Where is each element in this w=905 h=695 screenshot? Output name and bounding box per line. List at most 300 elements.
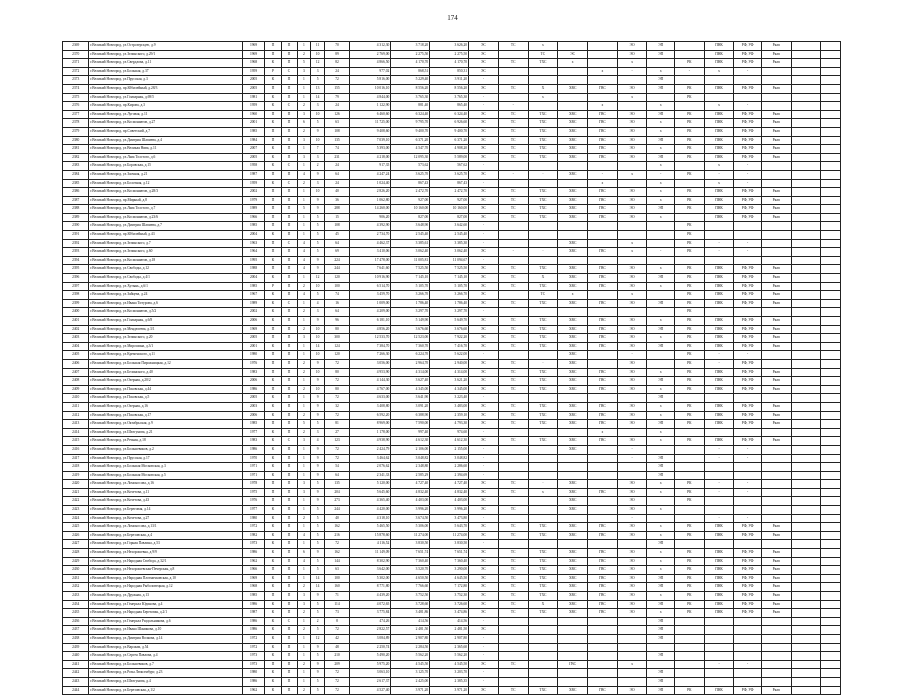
cell-floors: 2	[297, 660, 311, 669]
cell-heat: -	[469, 454, 499, 463]
cell-cw: ТХС	[528, 566, 558, 575]
cell-form	[791, 334, 821, 343]
cell-lift: х	[647, 317, 674, 326]
cell-hw: ТС	[498, 506, 528, 515]
cell-area_total: 3 063,10	[350, 669, 391, 678]
cell-sew: ХВС	[558, 110, 588, 119]
table-row	[63, 50, 841, 59]
cell-addr: г.Великий Новгород, ул.Народная Березовая, д.2/1	[89, 609, 242, 618]
cell-area_total: 5 465,50	[350, 523, 391, 532]
cell-form	[791, 626, 821, 635]
cell-roof: ПНК	[704, 145, 734, 154]
cell-fund	[734, 231, 761, 240]
cell-vent: РК	[674, 385, 704, 394]
cell-roof	[704, 93, 734, 102]
cell-flats: 64	[324, 170, 349, 179]
cell-heat: ЭС	[469, 626, 499, 635]
cell-area_live: 3 752,50	[391, 592, 430, 601]
cell-cw: ТХС	[528, 282, 558, 291]
cell-addr: г.Великий Новгород, ул.Большевиков, д.7	[89, 660, 242, 669]
cell-year: 1987	[242, 609, 265, 618]
cell-floors: 2	[297, 308, 311, 317]
cell-id: 2381	[63, 145, 89, 154]
cell-flats: 72	[324, 359, 349, 368]
cell-type: П	[281, 600, 297, 609]
cell-entrances: 5	[311, 677, 325, 686]
cell-area_flats: 3 830,50	[430, 540, 469, 549]
cell-wall: К	[265, 437, 281, 446]
cell-type: П	[281, 385, 297, 394]
cell-mgmt	[761, 162, 791, 171]
cell-form	[791, 110, 821, 119]
table-row	[63, 402, 841, 411]
cell-heat: -	[469, 677, 499, 686]
cell-lift: х	[647, 196, 674, 205]
cell-type: П	[281, 136, 297, 145]
cell-wall: К	[265, 549, 281, 558]
cell-heat: -	[469, 445, 499, 454]
cell-area_total: 4 527,40	[350, 686, 391, 695]
cell-area_total: 4 392,90	[350, 222, 391, 231]
cell-wall: К	[265, 377, 281, 386]
cell-type: П	[281, 274, 297, 283]
cell-year: 1980	[242, 351, 265, 360]
cell-addr: г.Великий Новгород, ул.Псковская, д.17	[89, 411, 242, 420]
cell-year: 1986	[242, 626, 265, 635]
cell-cw	[528, 351, 558, 360]
cell-year: 2005	[242, 153, 265, 162]
cell-hw: ТС	[498, 317, 528, 326]
cell-heat: -	[469, 514, 499, 523]
cell-hw	[498, 669, 528, 678]
cell-area_live: 12 523,00	[391, 334, 430, 343]
cell-cw	[528, 308, 558, 317]
cell-lift: х	[647, 531, 674, 540]
cell-vent: РК	[674, 600, 704, 609]
cell-wall: К	[265, 677, 281, 686]
cell-elec: ЭО	[617, 50, 647, 59]
cell-area_live: 5 306,00	[391, 523, 430, 532]
cell-cw	[528, 394, 558, 403]
cell-flats: 16	[324, 299, 349, 308]
cell-area_flats: 3 385,30	[430, 239, 469, 248]
table-row	[63, 308, 841, 317]
cell-fund	[734, 256, 761, 265]
cell-area_flats: 865,40	[430, 102, 469, 111]
cell-cw: ТХС	[528, 437, 558, 446]
cell-entrances: 10	[311, 325, 325, 334]
cell-id: 2408	[63, 377, 89, 386]
cell-entrances: 10	[311, 50, 325, 59]
cell-gas	[588, 471, 618, 480]
cell-gas: ГВС	[588, 342, 618, 351]
cell-roof: ПНК	[704, 299, 734, 308]
cell-roof	[704, 652, 734, 661]
cell-extra	[821, 334, 841, 343]
cell-roof: ПНК	[704, 402, 734, 411]
cell-floors: 3	[297, 600, 311, 609]
cell-wall: К	[265, 634, 281, 643]
cell-addr: г.Великий Новгород, ул.Народная Плотничковская, д.10	[89, 574, 242, 583]
table-row	[63, 428, 841, 437]
table-row	[63, 377, 841, 386]
cell-floors: 6	[297, 119, 311, 128]
cell-wall: П	[265, 566, 281, 575]
cell-addr: г.Великий Новгород, ул.Нехорошевская-Печерская, д.8	[89, 566, 242, 575]
cell-roof: ПНК	[704, 153, 734, 162]
cell-type: П	[281, 428, 297, 437]
cell-floors: 4	[297, 265, 311, 274]
cell-heat: ЭС	[469, 686, 499, 695]
cell-hw: ТС	[498, 402, 528, 411]
cell-area_flats: 3 048,82	[430, 454, 469, 463]
cell-lift: ЭП	[647, 205, 674, 214]
cell-flats: 72	[324, 677, 349, 686]
cell-id: 2375	[63, 93, 89, 102]
cell-hw	[498, 76, 528, 85]
cell-id: 2426	[63, 531, 89, 540]
cell-year: 2005	[242, 84, 265, 93]
cell-type: С	[281, 437, 297, 446]
cell-area_flats: 2 481,50	[430, 626, 469, 635]
cell-vent: РК	[674, 549, 704, 558]
cell-wall: К	[265, 428, 281, 437]
cell-roof	[704, 463, 734, 472]
cell-floors: 4	[297, 170, 311, 179]
cell-cw	[528, 231, 558, 240]
cell-id: 2413	[63, 420, 89, 429]
cell-heat: ЭС	[469, 84, 499, 93]
cell-elec: -	[617, 351, 647, 360]
cell-floors: 2	[297, 514, 311, 523]
cell-extra	[821, 299, 841, 308]
cell-elec: ЭО	[617, 531, 647, 540]
cell-roof: ПНК	[704, 549, 734, 558]
cell-form	[791, 368, 821, 377]
cell-addr: г.Великий Новгород, ул.Космонавтов, д.28/3	[89, 188, 242, 197]
cell-vent: РК	[674, 583, 704, 592]
table-row	[63, 506, 841, 515]
cell-gas: -	[588, 170, 618, 179]
cell-id: 2380	[63, 136, 89, 145]
cell-flats: 108	[324, 222, 349, 231]
cell-sew: ХВС	[558, 170, 588, 179]
cell-roof: х	[704, 102, 734, 111]
cell-area_flats: 2 940,00	[430, 359, 469, 368]
cell-flats: 15	[324, 213, 349, 222]
cell-elec: ЭО	[617, 282, 647, 291]
table-row	[63, 574, 841, 583]
cell-vent	[674, 179, 704, 188]
cell-entrances: 5	[311, 566, 325, 575]
cell-roof	[704, 394, 734, 403]
cell-addr: г.Великий Новгород, ул.Горная Павлина, д.53	[89, 540, 242, 549]
cell-floors: 1	[297, 402, 311, 411]
cell-extra	[821, 42, 841, 51]
cell-form	[791, 42, 821, 51]
cell-area_total: 977,02	[350, 67, 391, 76]
cell-form	[791, 256, 821, 265]
cell-heat: -	[469, 394, 499, 403]
cell-wall: К	[265, 342, 281, 351]
cell-area_live: 7 766,60	[391, 583, 430, 592]
cell-lift: х	[647, 437, 674, 446]
cell-entrances: 5	[311, 76, 325, 85]
cell-area_total: 1 062,80	[350, 196, 391, 205]
cell-entrances: 5	[311, 531, 325, 540]
cell-year: 1976	[242, 359, 265, 368]
cell-year: 1958	[242, 162, 265, 171]
cell-cw	[528, 643, 558, 652]
cell-gas: ГВС	[588, 402, 618, 411]
cell-cw: ТХС	[528, 583, 558, 592]
cell-lift: ЭП	[647, 377, 674, 386]
cell-form	[791, 454, 821, 463]
cell-hw	[498, 652, 528, 661]
cell-fund	[734, 540, 761, 549]
cell-id: 2396	[63, 274, 89, 283]
cell-elec: ЭО	[617, 342, 647, 351]
cell-year: 1985	[242, 282, 265, 291]
cell-cw	[528, 634, 558, 643]
cell-gas	[588, 540, 618, 549]
cell-year: 1987	[242, 170, 265, 179]
cell-cw: ТХС	[528, 110, 558, 119]
cell-year: 1959	[242, 102, 265, 111]
cell-form	[791, 59, 821, 68]
cell-sew: ХВС	[558, 299, 588, 308]
cell-gas: ГВС	[588, 411, 618, 420]
cell-entrances: 12	[311, 274, 325, 283]
cell-gas: ГВС	[588, 686, 618, 695]
cell-area_total: 4 938,90	[350, 437, 391, 446]
cell-wall: К	[265, 609, 281, 618]
cell-cw: ТХС	[528, 592, 558, 601]
cell-lift: х	[647, 566, 674, 575]
cell-elec: ЭО	[617, 420, 647, 429]
cell-type: П	[281, 634, 297, 643]
cell-cw: ТХС	[528, 377, 558, 386]
cell-area_total: 4 072,65	[350, 600, 391, 609]
cell-id: 2400	[63, 308, 89, 317]
cell-gas: ГВС	[588, 205, 618, 214]
cell-type: П	[281, 368, 297, 377]
cell-fund: РФ, УФ	[734, 566, 761, 575]
cell-extra	[821, 617, 841, 626]
cell-id: 2414	[63, 428, 89, 437]
cell-form	[791, 531, 821, 540]
cell-type: П	[281, 394, 297, 403]
cell-wall: П	[265, 351, 281, 360]
cell-hw	[498, 179, 528, 188]
cell-wall: К	[265, 308, 281, 317]
cell-area_flats: 2 286,60	[430, 463, 469, 472]
cell-mgmt: Ркап	[761, 42, 791, 51]
cell-hw: ТС	[498, 686, 528, 695]
cell-entrances: 9	[311, 394, 325, 403]
cell-area_live: 2 284,50	[391, 643, 430, 652]
cell-roof: ПНК	[704, 136, 734, 145]
cell-vent: РК	[674, 334, 704, 343]
cell-area_live: 7 360,70	[391, 342, 430, 351]
cell-entrances: 5	[311, 609, 325, 618]
cell-hw: ТС	[498, 213, 528, 222]
cell-entrances: 2	[311, 617, 325, 626]
cell-lift: х	[647, 428, 674, 437]
cell-id: 2412	[63, 411, 89, 420]
cell-heat: -	[469, 162, 499, 171]
cell-wall: К	[265, 669, 281, 678]
cell-floors: 1	[297, 497, 311, 506]
cell-area_total: 3 459,70	[350, 291, 391, 300]
cell-area_flats: 2 275,50	[430, 50, 469, 59]
table-row	[63, 669, 841, 678]
cell-cw: ТХС	[528, 119, 558, 128]
cell-sew	[558, 454, 588, 463]
cell-id: 2387	[63, 196, 89, 205]
cell-cw: ТХС	[528, 153, 558, 162]
table-row	[63, 334, 841, 343]
cell-hw: ТС	[498, 377, 528, 386]
cell-roof: ПНК	[704, 583, 734, 592]
cell-wall: К	[265, 540, 281, 549]
cell-entrances: 9	[311, 669, 325, 678]
cell-addr: г.Великий Новгород, ул.Космонавтов, д.23/6	[89, 213, 242, 222]
cell-area_live: 11 274,00	[391, 531, 430, 540]
cell-type: С	[281, 67, 297, 76]
cell-sew: ХВС	[558, 566, 588, 575]
cell-type: П	[281, 488, 297, 497]
cell-extra	[821, 566, 841, 575]
cell-type: П	[281, 282, 297, 291]
cell-floors: 1	[297, 669, 311, 678]
cell-id: 2409	[63, 385, 89, 394]
cell-entrances: 10	[311, 110, 325, 119]
cell-extra	[821, 454, 841, 463]
cell-gas	[588, 497, 618, 506]
cell-extra	[821, 669, 841, 678]
cell-addr: г.Великий Новгород, ул.Прусская, д.17	[89, 454, 242, 463]
cell-form	[791, 385, 821, 394]
cell-area_flats: 3 290,00	[430, 566, 469, 575]
cell-elec: ЭО	[617, 265, 647, 274]
cell-year: 1972	[242, 523, 265, 532]
cell-area_flats: 3 621,20	[430, 377, 469, 386]
cell-hw: ТС	[498, 42, 528, 51]
cell-wall: П	[265, 84, 281, 93]
table-row	[63, 153, 841, 162]
cell-area_live: 3 627,40	[391, 377, 430, 386]
cell-fund: -	[734, 480, 761, 489]
cell-lift: х	[647, 67, 674, 76]
cell-area_total: 2 617,37	[350, 677, 391, 686]
cell-gas	[588, 50, 618, 59]
cell-vent: РК	[674, 308, 704, 317]
cell-floors: 3	[297, 153, 311, 162]
cell-fund: РФ, УФ	[734, 437, 761, 446]
cell-hw: ТС	[498, 385, 528, 394]
cell-form	[791, 609, 821, 618]
cell-type: П	[281, 127, 297, 136]
cell-gas	[588, 617, 618, 626]
cell-type: П	[281, 677, 297, 686]
cell-type: П	[281, 42, 297, 51]
cell-elec: ЭО	[617, 523, 647, 532]
cell-id: 2418	[63, 463, 89, 472]
cell-extra	[821, 274, 841, 283]
cell-heat: ЭС	[469, 42, 499, 51]
cell-year: 2001	[242, 119, 265, 128]
table-row	[63, 213, 841, 222]
cell-form	[791, 471, 821, 480]
cell-area_total: 4 420,00	[350, 506, 391, 515]
cell-flats: 72	[324, 454, 349, 463]
cell-cw	[528, 256, 558, 265]
cell-form	[791, 188, 821, 197]
cell-entrances: 5	[311, 480, 325, 489]
cell-cw: -	[528, 359, 558, 368]
cell-id: 2423	[63, 506, 89, 515]
cell-type: П	[281, 308, 297, 317]
cell-extra	[821, 377, 841, 386]
cell-area_flats: 9 400,70	[430, 127, 469, 136]
cell-area_flats: 10 160,00	[430, 205, 469, 214]
cell-heat: ЭС	[469, 59, 499, 68]
cell-area_flats: 4 345,00	[430, 385, 469, 394]
cell-entrances: 5	[311, 626, 325, 635]
cell-area_live: 827,00	[391, 213, 430, 222]
cell-gas	[588, 394, 618, 403]
cell-lift: ЭП	[647, 634, 674, 643]
cell-fund: РФ, УФ	[734, 583, 761, 592]
cell-gas	[588, 634, 618, 643]
cell-area_flats: 7 360,40	[430, 557, 469, 566]
cell-form	[791, 377, 821, 386]
cell-roof	[704, 626, 734, 635]
cell-form	[791, 549, 821, 558]
cell-area_live: 881,40	[391, 102, 430, 111]
cell-id: 2389	[63, 213, 89, 222]
cell-lift: х	[647, 557, 674, 566]
cell-heat: -	[469, 93, 499, 102]
cell-flats: 36	[324, 196, 349, 205]
cell-roof: ПНК	[704, 342, 734, 351]
cell-form	[791, 600, 821, 609]
cell-elec: ЭО	[617, 136, 647, 145]
cell-fund	[734, 471, 761, 480]
cell-cw	[528, 669, 558, 678]
cell-id: 2384	[63, 170, 89, 179]
cell-cw	[528, 102, 558, 111]
cell-gas	[588, 445, 618, 454]
cell-year: 1967	[242, 291, 265, 300]
cell-area_live: 3 297,70	[391, 308, 430, 317]
cell-cw: ТС	[528, 50, 558, 59]
cell-mgmt	[761, 76, 791, 85]
cell-year: 1966	[242, 213, 265, 222]
cell-year: 1980	[242, 514, 265, 523]
cell-addr: г.Великий Новгород, ул.Зелинского, д.29/1	[89, 50, 242, 59]
cell-gas	[588, 93, 618, 102]
cell-hw	[498, 540, 528, 549]
cell-area_flats: 3 676,60	[430, 325, 469, 334]
table-row	[63, 454, 841, 463]
cell-area_total: 14 260,00	[350, 205, 391, 214]
cell-sew: ХВС	[558, 600, 588, 609]
cell-sew: ХВС	[558, 274, 588, 283]
cell-id: 2419	[63, 471, 89, 480]
cell-gas	[588, 480, 618, 489]
